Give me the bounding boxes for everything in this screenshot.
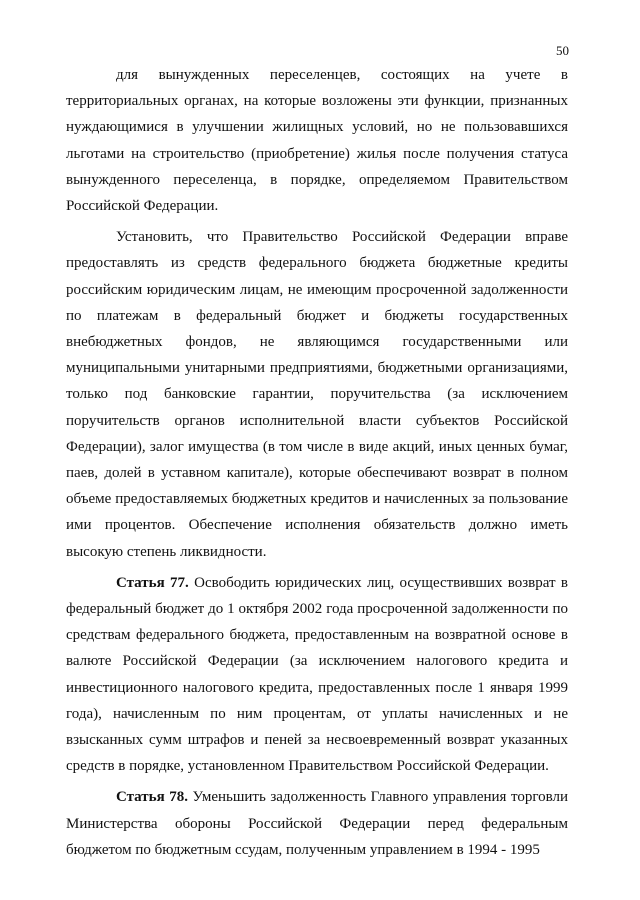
- paragraph-continuation: [66, 62, 568, 219]
- article-78-text: Уменьшить задолженность Главного управления торговли Министерства обороны Российской Федерации перед федеральным бюджетом по бюджетным ссудам, полученным управлением в 1994 - 1995: [66, 789, 569, 858]
- paragraph-text: Установить, что Правительство Российской Федерации вправе предоставлять из средств федерального бюджета бюджетные кредиты российским юридическим лицам, не имеющим просроченной задолженности по платежам в федеральный бюджет и бюджеты государственных внебюджетных фондов, не являющимся государственными или муниципальными унитарными предприятиями, бюджетными организациями, только под банковские гарантии, поручительства (за исключением поручительств органов исполнительной власти субъектов Российской Федерации), залог имущества (в том числе в виде акций, иных ценных бумаг, паев, долей в уставном капитале), которые обеспечивают возврат в полном объеме предоставляемых бюджетных кредитов и начисленных за пользование ими процентов. Обеспечение исполнения обязательств должно иметь высокую степень ликвидности.: [66, 229, 568, 560]
- document-body: [66, 62, 568, 863]
- article-78-paragraph: [66, 784, 568, 863]
- article-78-title: Статья 78.: [116, 789, 188, 806]
- paragraph-budget-credits: [66, 224, 568, 565]
- article-77-paragraph: [66, 570, 568, 780]
- paragraph-text: для вынужденных переселенцев, состоящих на учете в территориальных органах, на которые возложены эти функции, признанных нуждающимися в улучшении жилищных условий, но не пользовавшихся льготами на строительство (приобретение) жилья после получения статуса вынужденного переселенца, в порядке, определяемом Правительством Российской Федерации.: [66, 67, 568, 215]
- article-77-title: Статья 77.: [116, 574, 189, 591]
- page-number: 50: [556, 43, 569, 58]
- article-77-text: Освободить юридических лиц, осуществивших возврат в федеральный бюджет до 1 октября 2002 года просроченной задолженности по средствам федерального бюджета, предоставленным на возвратной основе в валюте Российской Федерации (за исключением налогового кредита и инвестиционного налогового кредита, предоставленных после 1 января 1999 года), начисленным по ним процентам, от уплаты начисленных и не взысканных сумм штрафов и пеней за несвоевременный возврат указанных средств в порядке, установленном Правительством Российской Федерации.: [66, 574, 569, 775]
